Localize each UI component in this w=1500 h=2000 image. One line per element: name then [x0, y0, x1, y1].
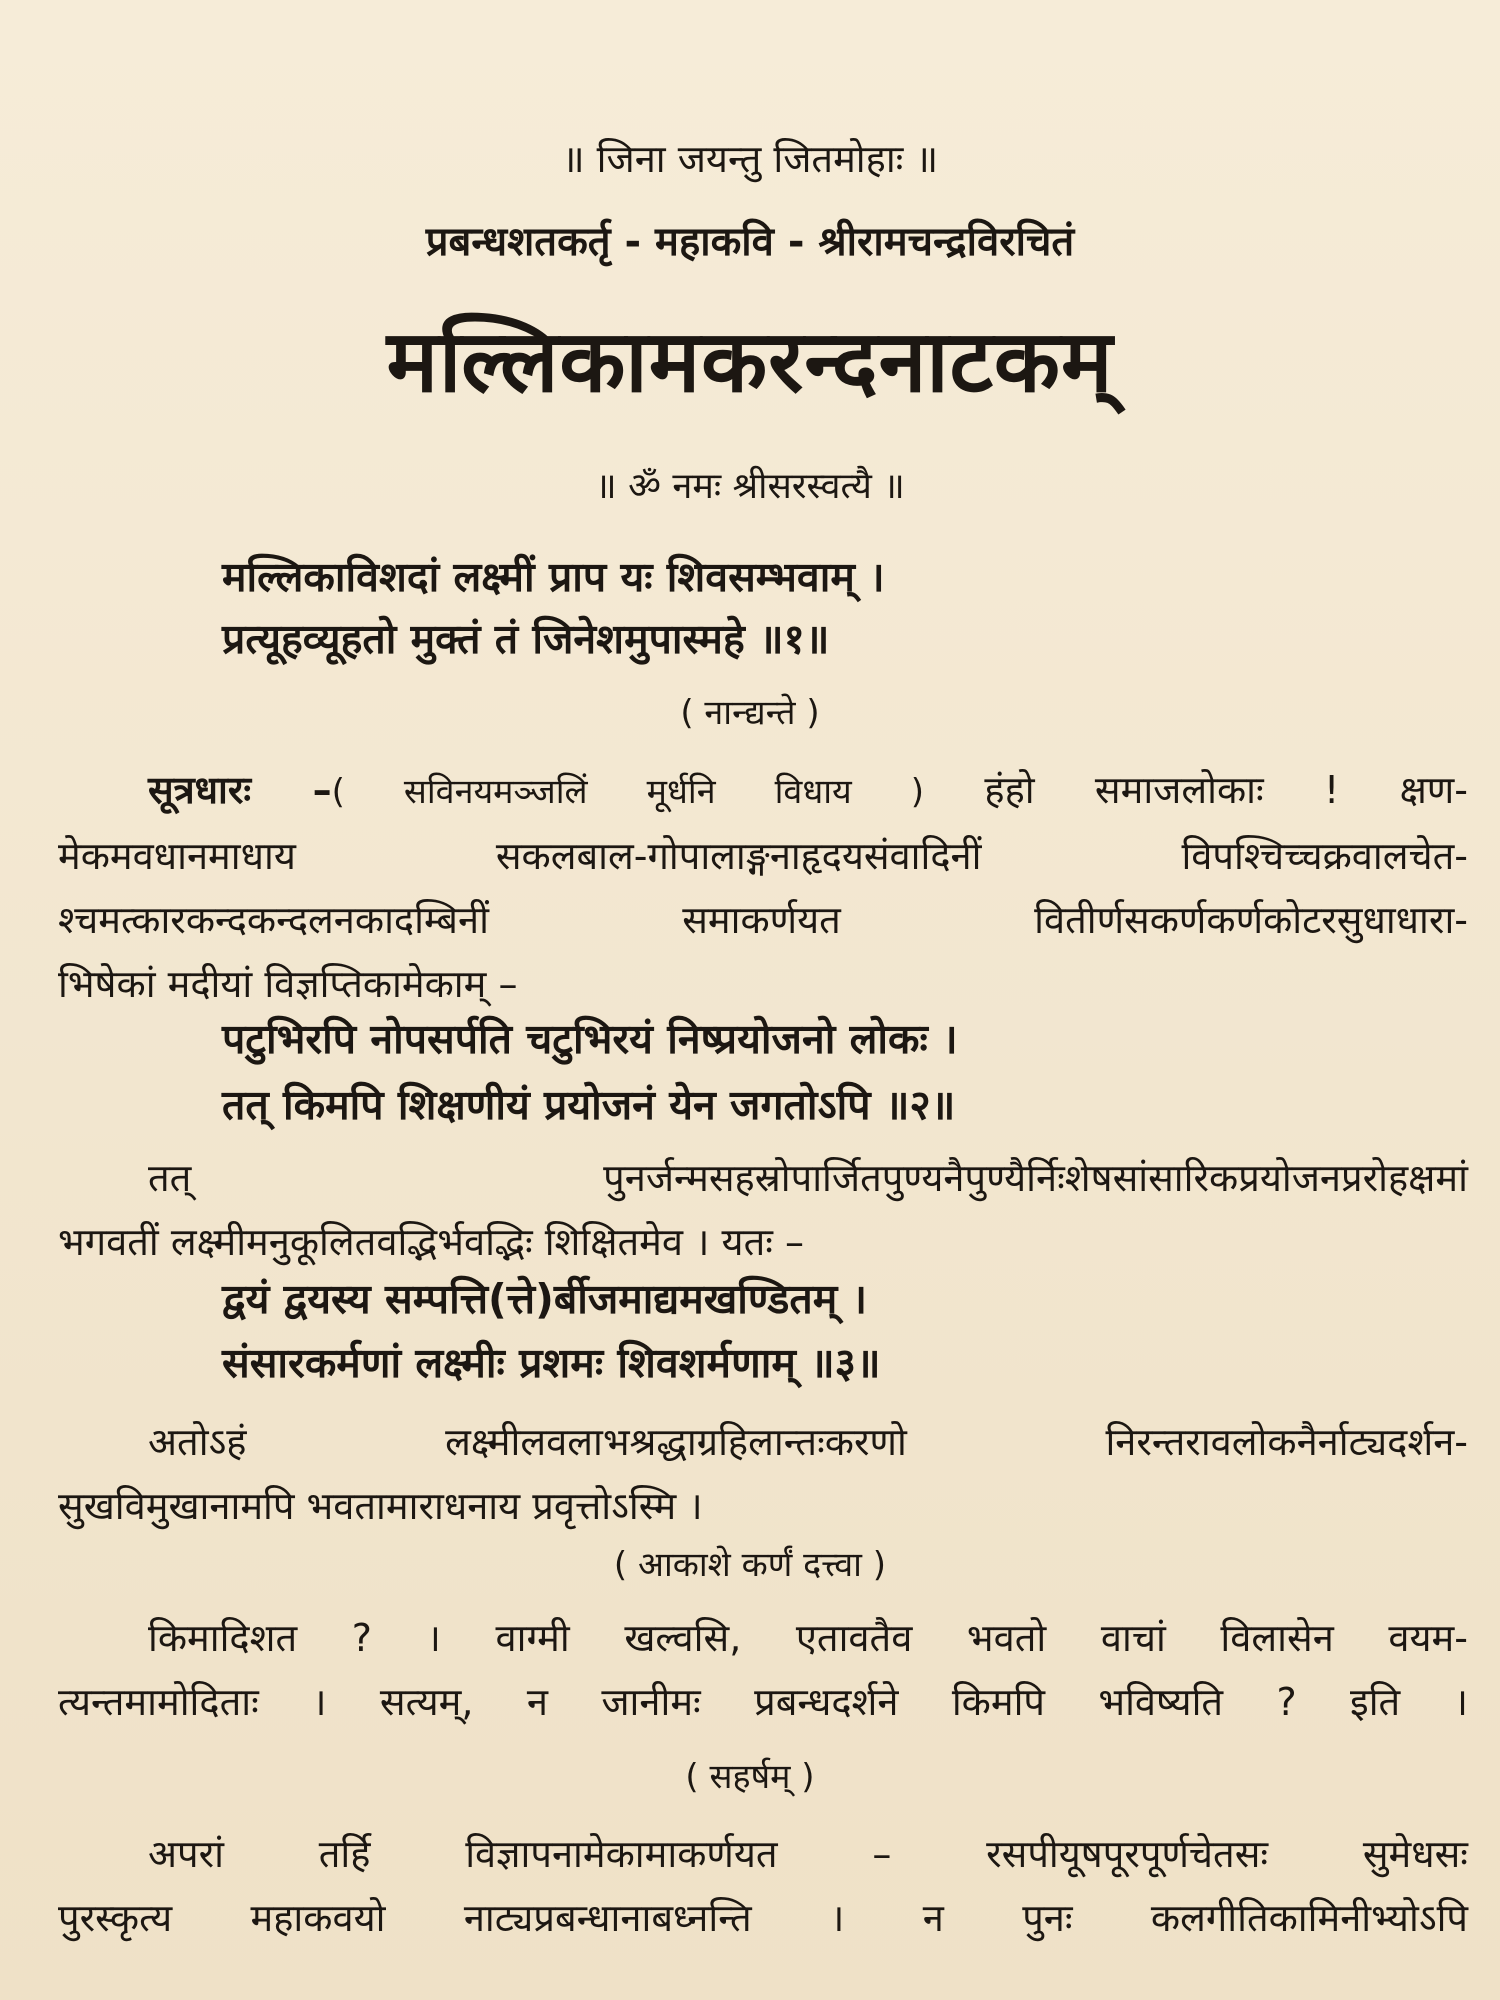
om-invocation-line: ॥ ॐ नमः श्रीसरस्वत्यै ॥	[595, 466, 905, 507]
paragraph-text: हंहो समाजलोकाः ! क्षण-	[984, 768, 1468, 812]
paragraph-line: सुखविमुखानामपि भवतामाराधनाय प्रवृत्तोऽस्मि ।	[58, 1484, 703, 1528]
page-title: मल्लिकामकरन्दनाटकम्	[386, 312, 1114, 412]
paragraph-2	[58, 1146, 1468, 1274]
paragraph-line: पुरस्कृत्य महाकवयो नाट्यप्रबन्धानाबध्नन्ति । न पुनः कलगीतिकामिनीभ्योऽपि	[58, 1896, 1468, 1940]
paragraph-line: श्चमत्कारकन्दकन्दलनकादम्बिनीं समाकर्णयत वितीर्णसकर्णकर्णकोटरसुधाधारा-	[58, 898, 1468, 942]
speaker-name: सूत्रधारः –	[148, 768, 332, 812]
verse-2-line-1: पटुभिरपि नोपसर्पति चटुभिरयं निष्प्रयोजनो लोकः ।	[222, 1015, 958, 1063]
paragraph-3	[58, 1410, 1468, 1538]
stage-direction: ( नान्द्यन्ते )	[680, 693, 820, 733]
verse-1-line-2: प्रत्यूहव्यूहतो मुक्तं तं जिनेशमुपास्महे ॥१॥	[222, 615, 830, 663]
paragraph-5	[58, 1822, 1468, 1950]
verse-2-line-2: तत् किमपि शिक्षणीयं प्रयोजनं येन जगतोऽपि ॥२॥	[222, 1081, 956, 1129]
paragraph-line: अपरां तर्हि विज्ञापनामेकामाकर्णयत – रसपीयूषपूरपूर्णचेतसः सुमेधसः	[148, 1832, 1468, 1876]
paragraph-line	[58, 758, 1468, 824]
verse-3-line-1: द्वयं द्वयस्य सम्पत्ति(त्ते)र्बीजमाद्यमखण्डितम् ।	[222, 1275, 868, 1323]
author-byline: प्रबन्धशतकर्तृ - महाकवि - श्रीरामचन्द्रविरचितं	[425, 219, 1075, 265]
sutradhara-paragraph	[58, 758, 1468, 1016]
paragraph-line: त्यन्तमामोदिताः । सत्यम्, न जानीमः प्रबन्धदर्शने किमपि भविष्यति ? इति ।	[58, 1680, 1468, 1724]
verse-3-line-2: संसारकर्मणां लक्ष्मीः प्रशमः शिवशर्मणाम् ॥३॥	[222, 1339, 881, 1387]
paragraph-4	[58, 1606, 1468, 1734]
inline-stage-direction: ( सविनयमञ्जलिं मूर्धनि विधाय )	[331, 772, 925, 812]
stage-direction: ( आकाशे कर्णं दत्त्वा )	[613, 1545, 887, 1585]
paragraph-line: भिषेकां मदीयां विज्ञप्तिकामेकाम् –	[58, 962, 518, 1006]
paragraph-line: अतोऽहं लक्ष्मीलवलाभश्रद्धाग्रहिलान्तःकरणो निरन्तरावलोकनैर्नाट्यदर्शन-	[148, 1420, 1468, 1464]
stage-direction: ( सहर्षम् )	[685, 1757, 815, 1797]
paragraph-line: किमादिशत ? । वाग्मी खल्वसि, एतावतैव भवतो वाचां विलासेन वयम-	[148, 1616, 1468, 1660]
paragraph-line: मेकमवधानमाधाय सकलबाल-गोपालाङ्गनाहृदयसंवादिनीं विपश्चिच्चक्रवालचेत-	[58, 834, 1468, 878]
paragraph-line: भगवतीं लक्ष्मीमनुकूलितवद्भिर्भवद्भिः शिक्षितमेव । यतः –	[58, 1220, 804, 1264]
paragraph-line: तत् पुनर्जन्मसहस्रोपार्जितपुण्यनैपुण्यैर्निःशेषसांसारिकप्रयोजनप्ररोहक्षमां	[148, 1156, 1468, 1200]
verse-1-line-1: मल्लिकाविशदां लक्ष्मीं प्राप यः शिवसम्भवाम् ।	[222, 553, 885, 601]
invocation-line: ॥ जिना जयन्तु जितमोहाः ॥	[561, 137, 939, 181]
